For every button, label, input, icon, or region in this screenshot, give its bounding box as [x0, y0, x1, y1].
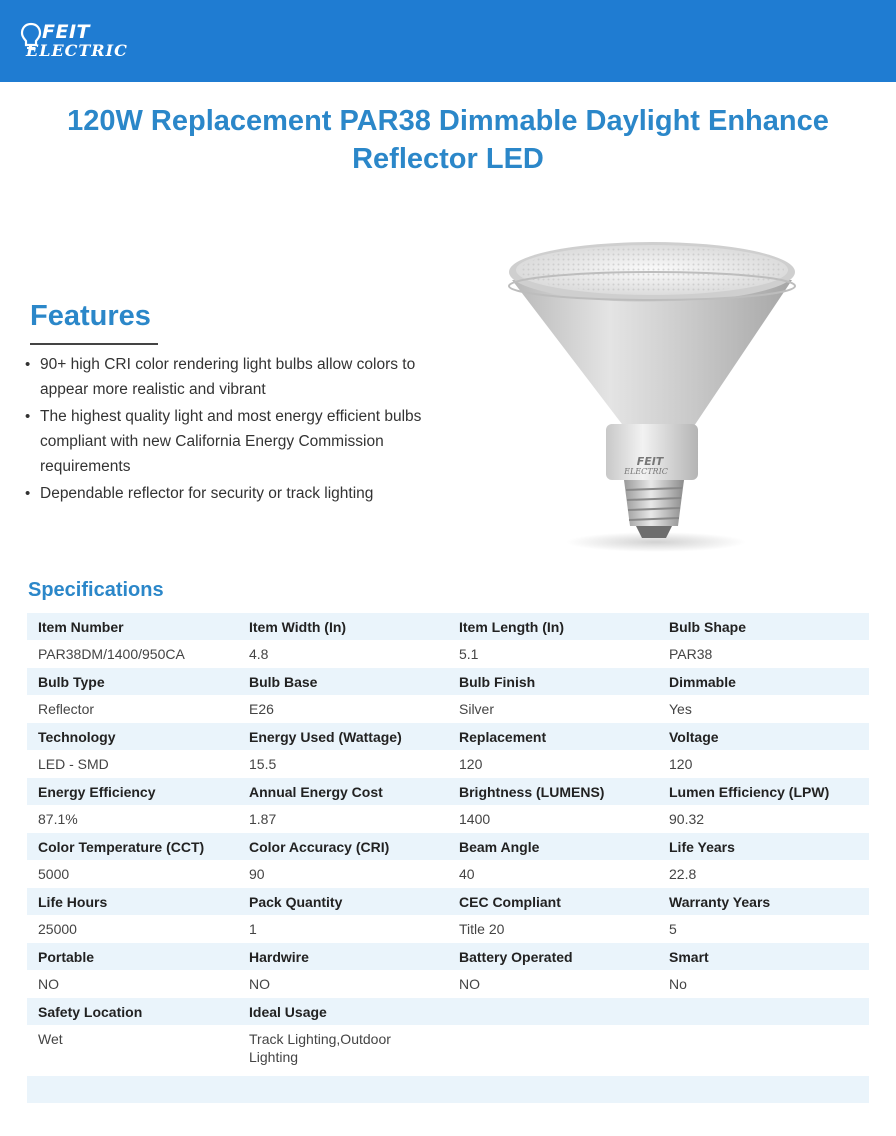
- feit-electric-logo[interactable]: [20, 20, 128, 64]
- spec-header-row: [27, 613, 869, 640]
- spec-value: 5.1: [448, 640, 658, 668]
- spec-label: Energy Used (Wattage): [238, 723, 448, 750]
- spec-value: 40: [448, 860, 658, 888]
- spec-value-row: [27, 970, 869, 998]
- feature-item: • Dependable reflector for security or track lighting: [24, 481, 424, 506]
- spec-header-row: [27, 723, 869, 750]
- spec-value: 15.5: [238, 750, 448, 778]
- spec-label: Ideal Usage: [238, 998, 448, 1025]
- features-heading: Features: [30, 300, 151, 332]
- spec-header-row: [27, 943, 869, 970]
- spec-value: E26: [238, 695, 448, 723]
- spec-value: 90.32: [658, 805, 869, 833]
- spec-label: Item Number: [27, 613, 238, 640]
- spec-value: 22.8: [658, 860, 869, 888]
- spec-label: Bulb Finish: [448, 668, 658, 695]
- spec-value-row: [27, 805, 869, 833]
- spec-value: 25000: [27, 915, 238, 943]
- spec-label: Voltage: [658, 723, 869, 750]
- spec-label: Annual Energy Cost: [238, 778, 448, 805]
- spec-value-row: [27, 640, 869, 668]
- spec-value: Track Lighting,Outdoor Lighting: [238, 1025, 448, 1076]
- spec-value: 90: [238, 860, 448, 888]
- spec-label: Item Width (In): [238, 613, 448, 640]
- spec-label: Safety Location: [27, 998, 238, 1025]
- spec-label: Dimmable: [658, 668, 869, 695]
- spec-value: Title 20: [448, 915, 658, 943]
- spec-label: Color Accuracy (CRI): [238, 833, 448, 860]
- spec-value: 1.87: [238, 805, 448, 833]
- spec-value: [448, 1025, 658, 1076]
- spec-header-row: [27, 833, 869, 860]
- feature-item: • The highest quality light and most energy efficient bulbs compliant with new California Energy Commission requirements: [24, 404, 424, 479]
- spec-value-row: [27, 915, 869, 943]
- led-bulb-image: [496, 232, 806, 562]
- spec-label: Beam Angle: [448, 833, 658, 860]
- spec-value-row: [27, 750, 869, 778]
- spec-label: Brightness (LUMENS): [448, 778, 658, 805]
- spec-label: Bulb Base: [238, 668, 448, 695]
- specifications-table: [27, 613, 869, 1103]
- bulb-label-line1: FEIT: [636, 455, 664, 468]
- spec-label: [658, 998, 869, 1025]
- spec-value: NO: [448, 970, 658, 998]
- bulb-label-line2: ELECTRIC: [624, 467, 668, 476]
- spec-value: 120: [658, 750, 869, 778]
- spec-label: Hardwire: [238, 943, 448, 970]
- spec-value: 4.8: [238, 640, 448, 668]
- brand-name-line2: ELECTRIC: [26, 41, 128, 60]
- spec-header-row: [27, 888, 869, 915]
- spec-label: Bulb Shape: [658, 613, 869, 640]
- spec-value: [658, 1025, 869, 1076]
- spec-label: Lumen Efficiency (LPW): [658, 778, 869, 805]
- spec-value: 1400: [448, 805, 658, 833]
- spec-value: 5: [658, 915, 869, 943]
- spec-label: Replacement: [448, 723, 658, 750]
- spec-label: Color Temperature (CCT): [27, 833, 238, 860]
- spec-label: Smart: [658, 943, 869, 970]
- spec-label: Warranty Years: [658, 888, 869, 915]
- spec-value: Yes: [658, 695, 869, 723]
- spec-label: Portable: [27, 943, 238, 970]
- spec-value: LED - SMD: [27, 750, 238, 778]
- spec-value: NO: [238, 970, 448, 998]
- spec-label: Energy Efficiency: [27, 778, 238, 805]
- spec-footer-row: [27, 1076, 869, 1103]
- spec-value: Wet: [27, 1025, 238, 1076]
- item-number-link[interactable]: PAR38DM/1400/950CA: [27, 640, 238, 668]
- spec-header-row: [27, 998, 869, 1025]
- spec-value: No: [658, 970, 869, 998]
- spec-label: Life Hours: [27, 888, 238, 915]
- spec-header-row: [27, 778, 869, 805]
- spec-value: 87.1%: [27, 805, 238, 833]
- spec-value: Reflector: [27, 695, 238, 723]
- product-title: 120W Replacement PAR38 Dimmable Daylight Enhance Reflector LED: [67, 105, 829, 175]
- spec-label: Life Years: [658, 833, 869, 860]
- spec-label: Pack Quantity: [238, 888, 448, 915]
- spec-value-row: [27, 695, 869, 723]
- spec-value: 120: [448, 750, 658, 778]
- spec-value: 1: [238, 915, 448, 943]
- specifications-heading: Specifications: [28, 579, 164, 601]
- spec-value-row: [27, 860, 869, 888]
- header-bar: [0, 0, 896, 82]
- spec-label: Technology: [27, 723, 238, 750]
- spec-value: 5000: [27, 860, 238, 888]
- brand-name-line1: FEIT: [42, 21, 90, 43]
- features-underline: [30, 343, 158, 345]
- spec-label: Battery Operated: [448, 943, 658, 970]
- spec-label: CEC Compliant: [448, 888, 658, 915]
- spec-value-row: [27, 1025, 869, 1076]
- feature-item: • 90+ high CRI color rendering light bulbs allow colors to appear more realistic and vibrant: [24, 352, 424, 402]
- spec-value: PAR38: [658, 640, 869, 668]
- features-list: [24, 352, 424, 508]
- spec-header-row: [27, 668, 869, 695]
- spec-label: Bulb Type: [27, 668, 238, 695]
- spec-label: [448, 998, 658, 1025]
- spec-label: Item Length (In): [448, 613, 658, 640]
- spec-value: NO: [27, 970, 238, 998]
- spec-value: Silver: [448, 695, 658, 723]
